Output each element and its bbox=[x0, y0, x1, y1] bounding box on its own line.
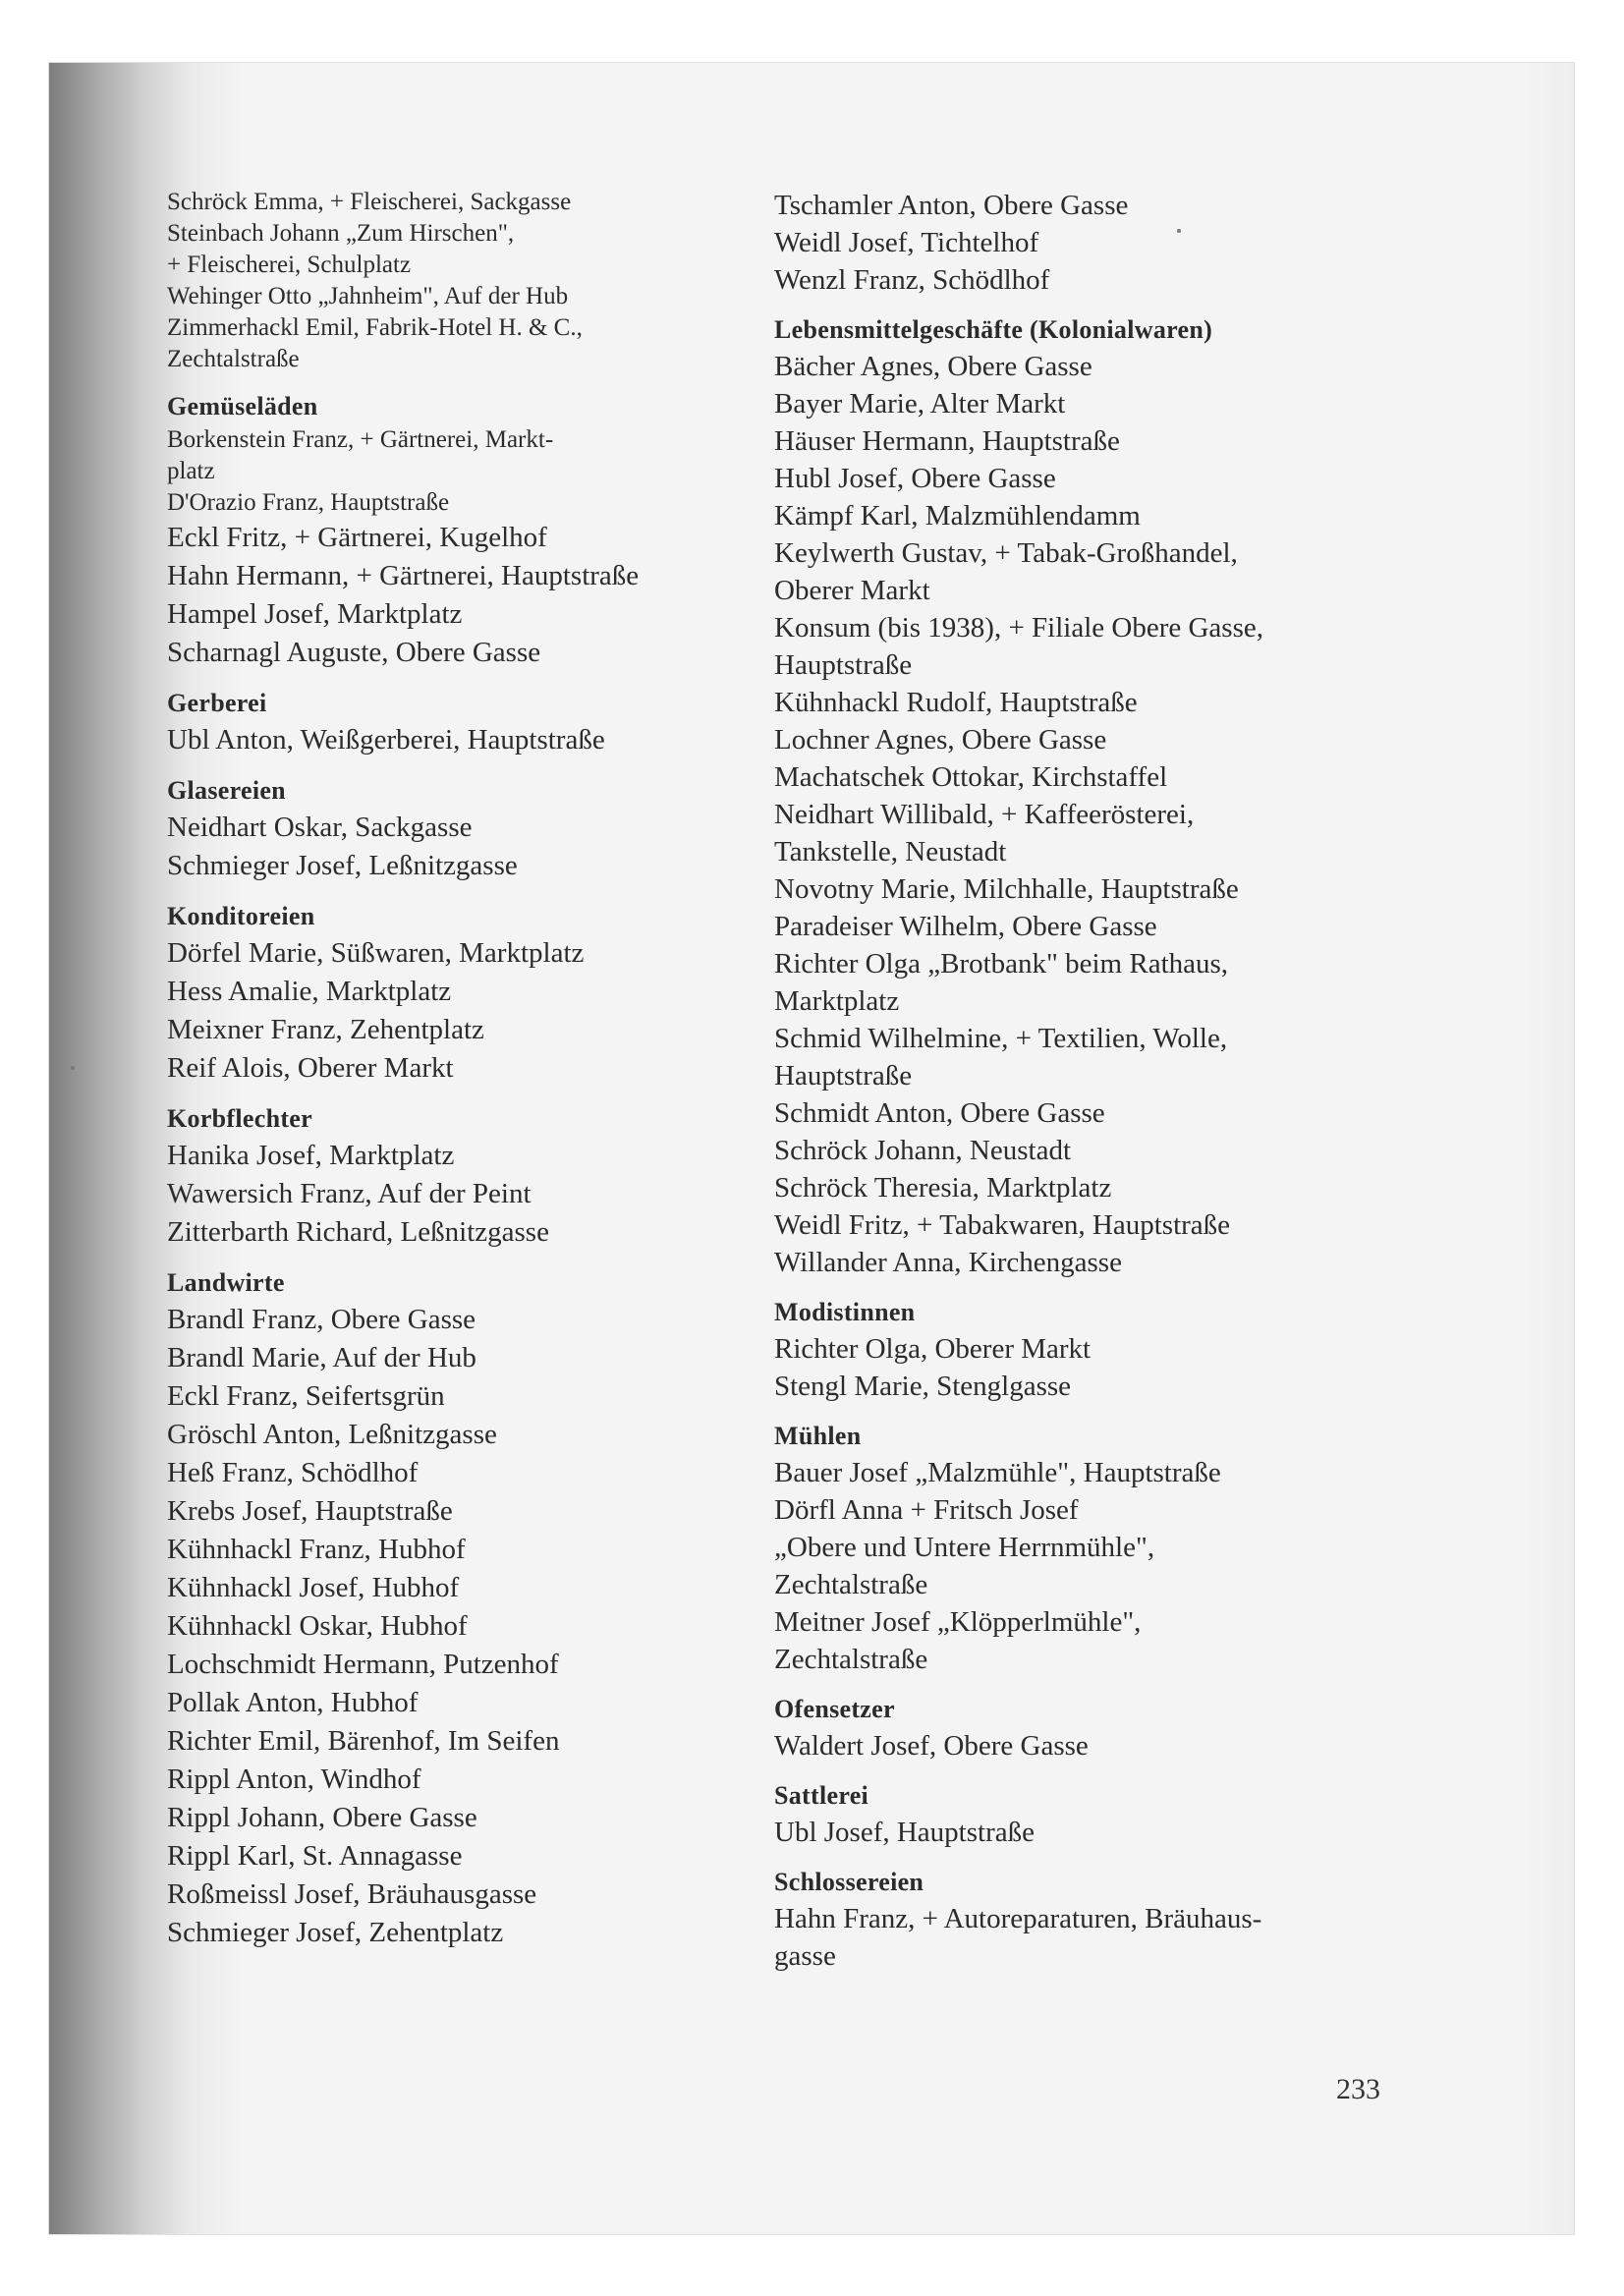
directory-entry: Brandl Marie, Auf der Hub bbox=[167, 1342, 476, 1373]
directory-section bbox=[167, 686, 766, 759]
section-heading: Lebensmittelgeschäfte (Kolonialwaren) bbox=[774, 315, 1213, 344]
section-heading: Mühlen bbox=[774, 1422, 862, 1450]
directory-entry: Ubl Anton, Weißgerberei, Hauptstraße bbox=[167, 724, 605, 756]
section-heading: Ofensetzer bbox=[774, 1695, 895, 1723]
directory-entry: Paradeiser Wilhelm, Obere Gasse bbox=[774, 911, 1157, 942]
directory-entry: Rippl Johann, Obere Gasse bbox=[167, 1802, 477, 1833]
directory-entry: Waldert Josef, Obere Gasse bbox=[774, 1730, 1089, 1762]
directory-entry: Meitner Josef „Klöpperlmühle", bbox=[774, 1606, 1142, 1638]
directory-entry: Kühnhackl Oskar, Hubhof bbox=[167, 1610, 468, 1642]
directory-entry: Lochschmidt Hermann, Putzenhof bbox=[167, 1649, 559, 1680]
directory-entry: Roßmeissl Josef, Bräuhausgasse bbox=[167, 1878, 537, 1910]
directory-entry: Häuser Hermann, Hauptstraße bbox=[774, 425, 1120, 457]
directory-entry: Zimmerhackl Emil, Fabrik-Hotel H. & C., bbox=[167, 314, 583, 341]
dust-speck bbox=[71, 1066, 75, 1070]
directory-entry: Bauer Josef „Malzmühle", Hauptstraße bbox=[774, 1457, 1221, 1488]
directory-entry: Wenzl Franz, Schödlhof bbox=[774, 264, 1050, 296]
directory-entry: Neidhart Oskar, Sackgasse bbox=[167, 812, 473, 843]
directory-entry: Richter Emil, Bärenhof, Im Seifen bbox=[167, 1725, 560, 1757]
directory-entry: Krebs Josef, Hauptstraße bbox=[167, 1495, 453, 1527]
section-heading: Sattlerei bbox=[774, 1781, 869, 1810]
directory-entry: Weidl Josef, Tichtelhof bbox=[774, 227, 1039, 258]
directory-entry: platz bbox=[167, 458, 215, 484]
directory-entry: Schröck Theresia, Marktplatz bbox=[774, 1172, 1112, 1204]
directory-entry: Bayer Marie, Alter Markt bbox=[774, 388, 1066, 420]
directory-entry: Richter Olga „Brotbank" beim Rathaus, bbox=[774, 948, 1229, 980]
directory-entry: Heß Franz, Schödlhof bbox=[167, 1457, 419, 1488]
directory-entry: Wehinger Otto „Jahnheim", Auf der Hub bbox=[167, 283, 569, 309]
directory-entry: Dörfel Marie, Süßwaren, Marktplatz bbox=[167, 937, 585, 969]
directory-entry: Scharnagl Auguste, Obere Gasse bbox=[167, 637, 541, 668]
directory-entry: Dörfl Anna + Fritsch Josef bbox=[774, 1494, 1079, 1526]
directory-entry: Brandl Franz, Obere Gasse bbox=[167, 1304, 476, 1335]
directory-entry: Kühnhackl Josef, Hubhof bbox=[167, 1572, 460, 1603]
section-heading: Korbflechter bbox=[167, 1104, 312, 1133]
section-heading: Gemüseläden bbox=[167, 392, 318, 420]
directory-section bbox=[774, 1778, 1393, 1851]
directory-entry: Schmidt Anton, Obere Gasse bbox=[774, 1097, 1105, 1129]
directory-entry: Zechtalstraße bbox=[167, 346, 300, 372]
directory-entry: Neidhart Willibald, + Kaffeerösterei, bbox=[774, 799, 1195, 830]
directory-entry: Bächer Agnes, Obere Gasse bbox=[774, 351, 1092, 382]
section-heading: Konditoreien bbox=[167, 902, 315, 930]
directory-entry: Konsum (bis 1938), + Filiale Obere Gasse, bbox=[774, 612, 1263, 644]
directory-section bbox=[167, 389, 766, 672]
directory-entry: gasse bbox=[774, 1940, 836, 1972]
directory-section bbox=[774, 187, 1393, 299]
directory-entry: Hess Amalie, Marktplatz bbox=[167, 976, 452, 1007]
page-number: 233 bbox=[1336, 2073, 1380, 2105]
section-heading: Glasereien bbox=[167, 776, 286, 805]
right-column bbox=[774, 187, 1393, 1988]
directory-entry: Zechtalstraße bbox=[774, 1569, 928, 1600]
section-heading: Modistinnen bbox=[774, 1298, 916, 1326]
directory-entry: Hubl Josef, Obere Gasse bbox=[774, 463, 1056, 494]
section-heading: Schlossereien bbox=[774, 1868, 924, 1896]
directory-entry: Wawersich Franz, Auf der Peint bbox=[167, 1178, 532, 1209]
directory-entry: Machatschek Ottokar, Kirchstaffel bbox=[774, 761, 1168, 793]
directory-entry: Kämpf Karl, Malzmühlendamm bbox=[774, 500, 1141, 532]
directory-entry: D'Orazio Franz, Hauptstraße bbox=[167, 489, 450, 516]
directory-entry: Marktplatz bbox=[774, 985, 900, 1017]
directory-entry: + Fleischerei, Schulplatz bbox=[167, 252, 412, 278]
directory-entry: Rippl Anton, Windhof bbox=[167, 1764, 421, 1795]
left-column bbox=[167, 187, 766, 1966]
directory-entry: „Obere und Untere Herrnmühle", bbox=[774, 1532, 1155, 1563]
directory-entry: Schröck Johann, Neustadt bbox=[774, 1135, 1072, 1166]
directory-entry: Tankstelle, Neustadt bbox=[774, 836, 1007, 868]
directory-entry: Richter Olga, Oberer Markt bbox=[774, 1333, 1092, 1365]
directory-entry: Schröck Emma, + Fleischerei, Sackgasse bbox=[167, 189, 572, 215]
directory-entry: Stengl Marie, Stenglgasse bbox=[774, 1371, 1072, 1402]
directory-entry: Borkenstein Franz, + Gärtnerei, Markt- bbox=[167, 426, 554, 453]
directory-section bbox=[774, 1692, 1393, 1764]
directory-entry: Eckl Franz, Seifertsgrün bbox=[167, 1380, 445, 1412]
directory-section bbox=[774, 1865, 1393, 1975]
directory-section bbox=[167, 899, 766, 1088]
directory-entry: Kühnhackl Franz, Hubhof bbox=[167, 1534, 466, 1565]
directory-section bbox=[774, 1295, 1393, 1405]
directory-entry: Kühnhackl Rudolf, Hauptstraße bbox=[774, 687, 1138, 718]
directory-entry: Hahn Franz, + Autoreparaturen, Bräuhaus- bbox=[774, 1903, 1262, 1934]
directory-entry: Hauptstraße bbox=[774, 1060, 913, 1092]
directory-section bbox=[774, 312, 1393, 1281]
directory-entry: Schmid Wilhelmine, + Textilien, Wolle, bbox=[774, 1023, 1228, 1054]
directory-entry: Willander Anna, Kirchengasse bbox=[774, 1247, 1122, 1278]
directory-section bbox=[167, 1265, 766, 1952]
directory-entry: Zitterbarth Richard, Leßnitzgasse bbox=[167, 1216, 549, 1248]
directory-entry: Schmieger Josef, Leßnitzgasse bbox=[167, 850, 518, 881]
directory-entry: Weidl Fritz, + Tabakwaren, Hauptstraße bbox=[774, 1209, 1231, 1241]
directory-entry: Hahn Hermann, + Gärtnerei, Hauptstraße bbox=[167, 560, 640, 591]
directory-entry: Pollak Anton, Hubhof bbox=[167, 1687, 419, 1718]
directory-entry: Hampel Josef, Marktplatz bbox=[167, 598, 463, 630]
directory-section bbox=[167, 773, 766, 885]
directory-entry: Hanika Josef, Marktplatz bbox=[167, 1140, 455, 1171]
directory-entry: Ubl Josef, Hauptstraße bbox=[774, 1817, 1035, 1848]
directory-entry: Schmieger Josef, Zehentplatz bbox=[167, 1917, 504, 1948]
directory-entry: Meixner Franz, Zehentplatz bbox=[167, 1014, 484, 1045]
directory-entry: Hauptstraße bbox=[774, 649, 913, 681]
directory-section bbox=[167, 1101, 766, 1252]
directory-entry: Steinbach Johann „Zum Hirschen", bbox=[167, 220, 515, 247]
directory-entry: Tschamler Anton, Obere Gasse bbox=[774, 190, 1129, 221]
directory-entry: Gröschl Anton, Leßnitzgasse bbox=[167, 1419, 497, 1450]
directory-entry: Novotny Marie, Milchhalle, Hauptstraße bbox=[774, 873, 1239, 905]
directory-entry: Zechtalstraße bbox=[774, 1644, 928, 1675]
dust-speck bbox=[1177, 229, 1181, 233]
section-heading: Gerberei bbox=[167, 689, 267, 717]
directory-entry: Keylwerth Gustav, + Tabak-Großhandel, bbox=[774, 537, 1238, 569]
directory-entry: Lochner Agnes, Obere Gasse bbox=[774, 724, 1107, 756]
directory-entry: Eckl Fritz, + Gärtnerei, Kugelhof bbox=[167, 522, 547, 553]
directory-section bbox=[167, 187, 766, 375]
section-heading: Landwirte bbox=[167, 1268, 285, 1297]
directory-entry: Rippl Karl, St. Annagasse bbox=[167, 1840, 463, 1872]
directory-section bbox=[774, 1419, 1393, 1678]
directory-entry: Oberer Markt bbox=[774, 575, 930, 606]
directory-entry: Reif Alois, Oberer Markt bbox=[167, 1052, 454, 1084]
